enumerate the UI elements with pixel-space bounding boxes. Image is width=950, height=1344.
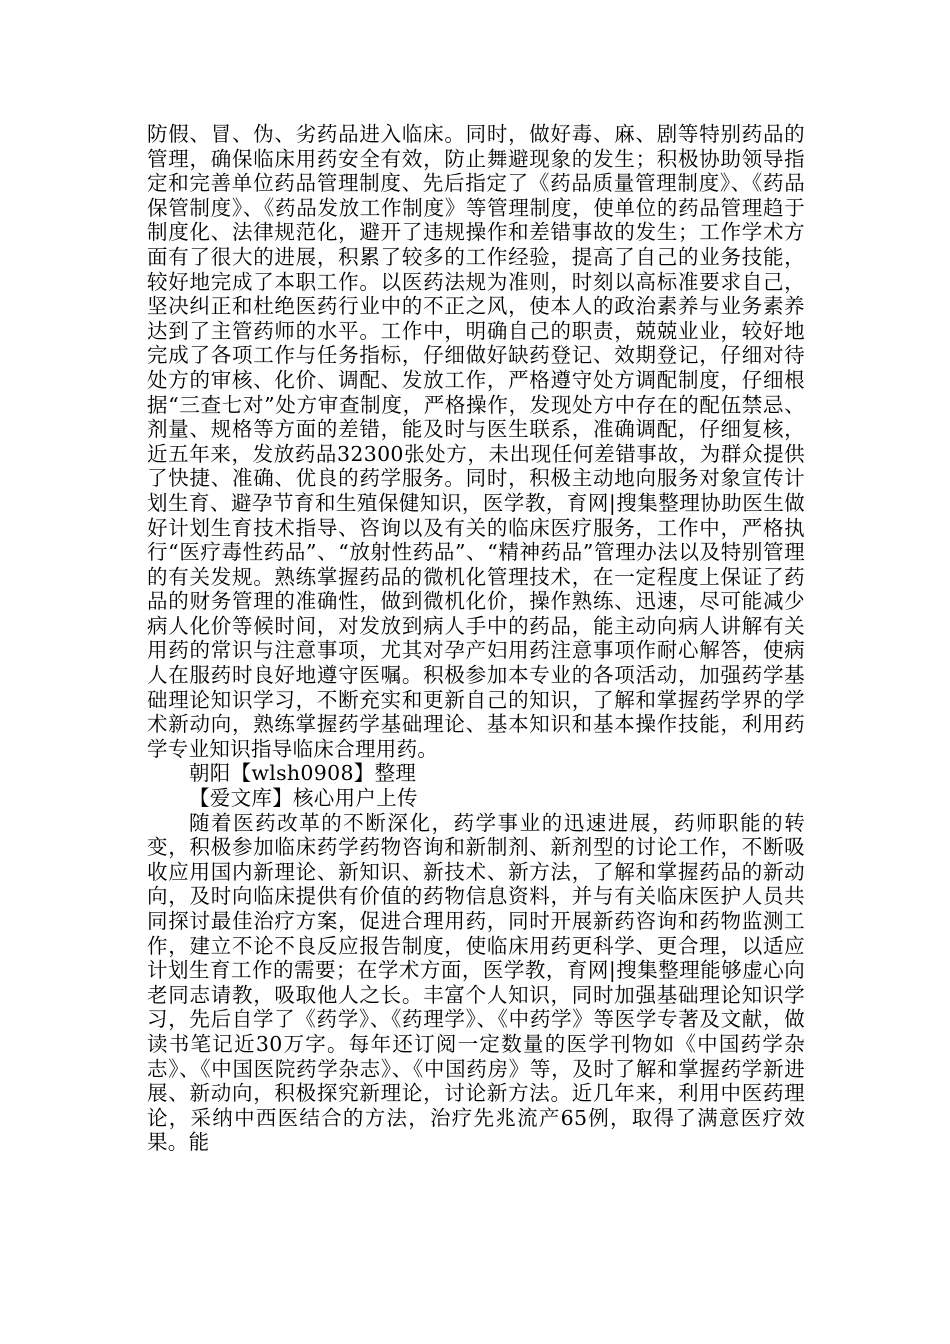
document-body xyxy=(147,122,805,1155)
paragraph-compiler-note: 朝阳【wlsh0908】整理 xyxy=(189,761,417,786)
paragraph-upload-note: 【爱文库】核心用户上传 xyxy=(189,786,418,811)
paragraph-pharmacy-work: 防假、冒、伪、劣药品进入临床。同时，做好毒、麻、剧等特别药品的管理，确保临床用药安全有效，防止舞避现象的发生；积极协助领导指定和完善单位药品管理制度、先后指定了《药品质量管理制度》、《药品保管制度》、《药品发放工作制度》等管理制度，使单位的药品管理趋于制度化、法律规范化，避开了违规操作和差错事故的发生；工作学术方面有了很大的进展，积累了较多的工作经验，提高了自己的业务技能，较好地完成了本职工作。以医药法规为准则，时刻以高标准要求自己，坚决纠正和杜绝医药行业中的不正之风，使本人的政治素养与业务素养达到了主管药师的水平。工作中，明确自己的职责，兢兢业业，较好地完成了各项工作与任务指标，仔细做好缺药登记、效期登记，仔细对待处方的审核、化价、调配、发放工作，严格遵守处方调配制度，仔细根据“三查七对”处方审查制度，严格操作，发现处方中存在的配伍禁忌、剂量、规格等方面的差错，能及时与医生联系，准确调配，仔细复核，近五年来，发放药品32300张处方，未出现任何差错事故，为群众提供了快捷、准确、优良的药学服务。同时，积极主动地向服务对象宣传计划生育、避孕节育和生殖保健知识，医学教，育网|搜集整理协助医生做好计划生育技术指导、咨询以及有关的临床医疗服务，工作中，严格执行“医疗毒性药品”、“放射性药品”、“精神药品”管理办法以及特别管理的有关发规。熟练掌握药品的微机化管理技术，在一定程度上保证了药品的财务管理的准确性，做到微机化价，操作熟练、迅速，尽可能减少病人化价等候时间，对发放到病人手中的药品，能主动向病人讲解有关用药的常识与注意事项，尤其对孕产妇用药注意事项作耐心解答，使病人在服药时良好地遵守医嘱。积极参加本专业的各项活动，加强药学基础理论知识学习，不断充实和更新自己的知识，了解和掌握药学界的学术新动向，熟练掌握药学基础理论、基本知识和基本操作技能，利用药学专业知识指导临床合理用药。 xyxy=(147,122,805,761)
paragraph-medical-reform: 随着医药改革的不断深化，药学事业的迅速进展，药师职能的转变，积极参加临床药学药物咨询和新制剂、新剂型的讨论工作，不断吸收应用国内新理论、新知识、新技术、新方法，了解和掌握药品的新动向，及时向临床提供有价值的药物信息资料，并与有关临床医护人员共同探讨最佳治疗方案，促进合理用药，同时开展新药咨询和药物监测工作，建立不论不良反应报告制度，使临床用药更科学、更合理，以适应计划生育工作的需要；在学术方面，医学教，育网|搜集整理能够虚心向老同志请教，吸取他人之长。丰富个人知识，同时加强基础理论知识学习，先后自学了《药学》、《药理学》、《中药学》等医学专著及文献，做读书笔记近30万字。每年还订阅一定数量的医学刊物如《中国药学杂志》、《中国医院药学杂志》、《中国药房》等，及时了解和掌握药学新进展、新动向，积极探究新理论，讨论新方法。近几年来，利用中医药理论，采纳中西医结合的方法，治疗先兆流产65例，取得了满意医疗效果。能 xyxy=(147,810,805,1155)
